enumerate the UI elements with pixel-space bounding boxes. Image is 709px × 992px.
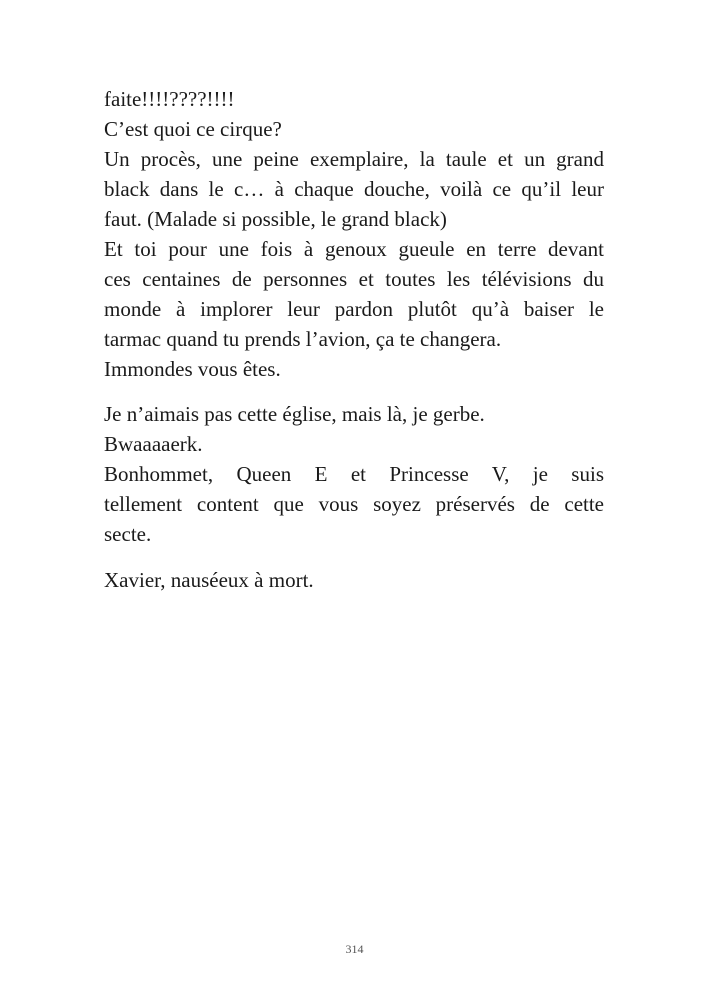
text-line: Je n’aimais pas cette église, mais là, je gerbe.: [104, 402, 485, 426]
paragraph-1: [104, 84, 604, 384]
signature-line: [104, 565, 604, 595]
text-line: tellement content que vous soyez préservés de cette: [104, 492, 604, 516]
text-line: Immondes vous êtes.: [104, 357, 281, 381]
text-line: Un procès, une peine exemplaire, la taule et un grand: [104, 147, 604, 171]
paragraph-2: [104, 399, 604, 549]
text-line: monde à implorer leur pardon plutôt qu’à baiser le: [104, 297, 604, 321]
text-line: Xavier, nauséeux à mort.: [104, 568, 314, 592]
text-line: black dans le c… à chaque douche, voilà ce qu’il leur: [104, 177, 604, 201]
text-line: ces centaines de personnes et toutes les télévisions du: [104, 267, 604, 291]
page-number: 314: [345, 942, 364, 956]
text-line: Et toi pour une fois à genoux gueule en terre devant: [104, 237, 604, 261]
text-line: C’est quoi ce cirque?: [104, 117, 282, 141]
text-line: faut. (Malade si possible, le grand black): [104, 207, 447, 231]
text-line: Bwaaaaerk.: [104, 432, 203, 456]
text-line: faite!!!!????!!!!: [104, 87, 235, 111]
text-line: secte.: [104, 522, 152, 546]
text-line: Bonhommet, Queen E et Princesse V, je suis: [104, 462, 604, 486]
text-line: tarmac quand tu prends l’avion, ça te changera.: [104, 327, 502, 351]
